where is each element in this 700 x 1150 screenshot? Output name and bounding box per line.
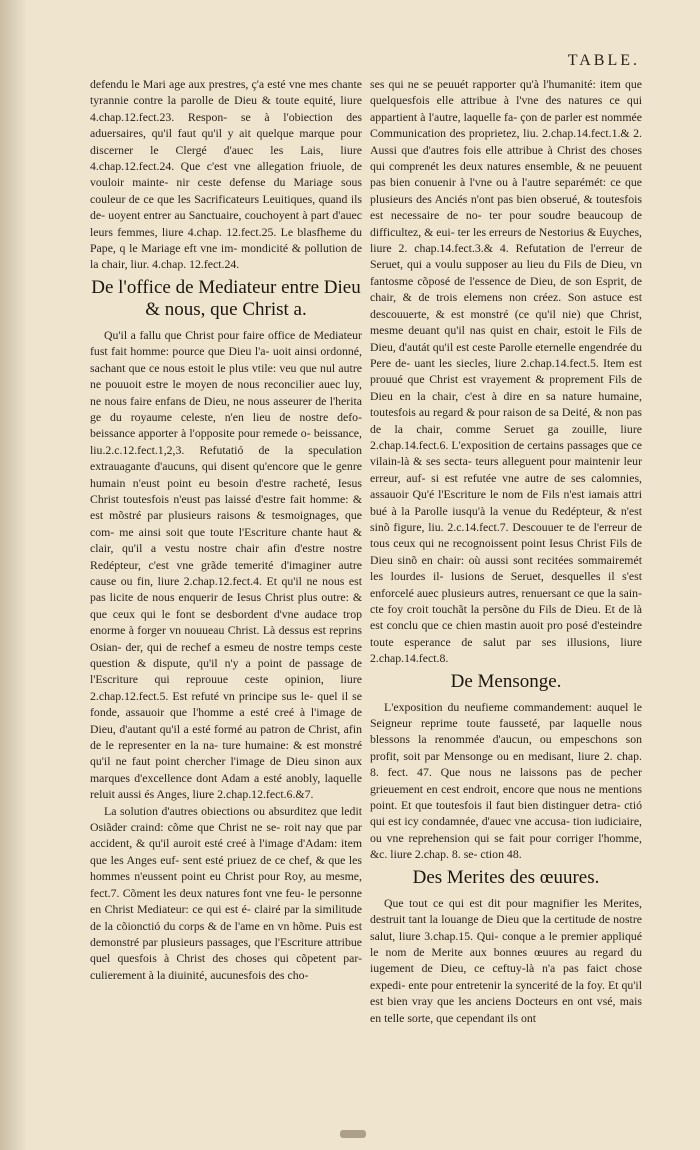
- right-paragraph-2: L'exposition du neufieme commandement: auquel le Seigneur reprime toute fausseté, par laquelle nous blessons la renommée d'aucun, ou empeschons son profit, soit par Mensonge ou en medisant, liure 2. chap. 8. fect. 47. Que nous ne laissons pas de pecher grieuement en cest endroit, encore que nous ne mentions point. Et que toutesfois il faut bien distinguer detra- ctió qui est icy condamnée, d'auec vne accusa- tion iudiciaire, ou vne reprehension qui se fait pour corriger l'homme, &c. liure 2.chap. 8. se- ction 48.: [370, 699, 642, 862]
- page-fold-shadow: [0, 0, 28, 1150]
- printer-ornament-mark: [340, 1130, 366, 1138]
- running-title: TABLE.: [567, 52, 640, 69]
- left-column: [90, 76, 362, 983]
- left-paragraph-1: defendu le Mari age aux prestres, ç'a esté vne mes chante tyrannie contre la parolle de Dieu & toute equité, liure 4.chap.12.fect.23. Respon- se à l'obiection des aduersaires, qu'il faut qu'il y ait quelque marque pour discerner le Clergé d'auec les Lais, liure 4.chap.12.fect.24. Que c'est vne allegation friuole, de vouloir mainte- nir ceste defense du Mariage sous couleur de ce que les Sacrificateurs Leuitiques, quand ils de- uoyent entrer au Sanctuaire, couchoyent à part d'auec leurs femmes, liure 4.chap. 12.fect.25. Le blasfheme du Pape, q le Mariage eft vne im- mondicité & pollution de la chair, liur. 4.chap. 12.fect.24.: [90, 77, 362, 272]
- left-paragraph-3: La solution d'autres obiections ou absurditez que ledit Osiãder craind: cõme que Christ ne se- roit nay que par accident, & qu'il auroit esté creé à l'image d'Adam: item que les Anges euf- sent esté priuez de ce chef, & que les hommes n'eussent point eu Christ pour Roy, au mesme, fect.7. Cõment les deux natures font vne feu- le personne en Christ Mediateur: ce qui est é- clairé par la similitude de la cõionctió du corps & de l'ame en vn hõme. Puis est demonstré par plusieurs passages, que l'Escriture attribue quel quesfois à Christ des choses qui cõpetent par- culierement à la diuinité, aucunesfois des cho-: [90, 803, 362, 982]
- section-heading-mediateur: De l'office de Mediateur entre Dieu & nous, que Christ a.: [91, 276, 361, 320]
- section-heading-merites: Des Merites des œuures.: [412, 866, 600, 888]
- right-paragraph-1: ses qui ne se peuuét rapporter qu'à l'humanité: item que quelquesfois elle attribue à l'vne des natures ce qui appartient à l'autre, laquelle fa- çon de parler est nommée Communication des proprietez, liu. 2.chap.14.fect.1.& 2. Aussi que d'autres fois elle attribue à Christ des choses qui comprenét les deux natures ensemble, & ne peuuent pas bien conuenir à l'vne ou à l'autre separémét: ce que plusieurs des Anciés n'ont pas bien obserué, & toutesfois est necessaire de no- ter pour soudre beaucoup de difficultez, & eui- ter les erreurs de Nestorius & Euyches, liure 2. chap.14.fect.3.& 4. Refutation de l'erreur de Seruet, qui a voulu supposer au lieu du Fils de Dieu, vn fantosme cõposé de l'essence de Dieu, de son Esprit, de chair, & de trois elemens non créez. Son astuce est descouuerte, & est monstré (ce qu'il nie) que Christ, mesme deuant qu'il nas quist en chair, estoit le Fils de Dieu, d'autát qu'il est ceste Parolle eternelle engendrée du Pere de- uant les siecles, liure 2.chap.14.fect.5. Item est prouué que Christ est vrayement & proprement Fils de Dieu en la chair, c'est à dire en sa nature humaine, toutesfois au regard & pour raison de sa Deité, & non pas de la chair, comme Seruet ga zouille, liure 2.chap.14.fect.6. L'exposition de certains passages que ce vilain-là & ses secta- teurs alleguent pour maintenir leur erreur, auf- si est refutée vne autre de ses calomnies, assauoir Qu'é l'Escriture le nom de Fils n'est iamais attri bué à la Parolle iusqu'à la venue du Redépteur, & n'est sinõ figure, liu. 2.c.14.fect.7. Descouuer te de l'erreur de tous ceux qui ne recognoissent point Iesus Christ Fils de Dieu sinõ en chair: où aussi sont recitées sommairemét les lourdes il- lusions de Seruet, desquelles il s'est enforcelé auec plusieurs autres, renuersant ce que la sain- cte foy croit touchãt la persõne du Fils de Dieu. Et de là est conclu que ce chien mastin auoit pro posé d'esteindre toute esperance de salut par ses illusions, liure 2.chap.14.fect.8.: [370, 77, 643, 666]
- right-paragraph-3: Que tout ce qui est dit pour magnifier les Merites, destruit tant la louange de Dieu que la certitude de nostre salut, liure 3.chap.15. Qui- conque a le premier appliqué le nom de Merite aux bonnes œuures au regard du iugement de Dieu, ce ceftuy-là n'a pas faict chose expedi- ente pour entretenir la syncerité de la foy. Et qu'il est bien vray que les anciens Docteurs en ont vsé, mais en telle sorte, que cependant ils ont: [370, 895, 642, 1025]
- section-heading-mensonge: De Mensonge.: [450, 670, 562, 692]
- right-column: [370, 76, 642, 1026]
- left-paragraph-2: Qu'il a fallu que Christ pour faire office de Mediateur fust fait homme: pource que Dieu l'a- uoit ainsi ordonné, sachant que ce nous estoit le plus vtile: veu que nul autre ne pouuoit estre le moyen de nous reconcilier auec luy, ne nous faire enfans de Dieu, ne nous asseurer de l'herita ge du royaume celeste, n'en lieu de nostre defo- beissance apporter à l'opposite pour remede o- beissance, liu.2.c.12.fect.1,2,3. Refutatió de la speculation extrauagante d'aucuns, qui disent qu'encore que le genre humain n'eust point eu besoin d'estre racheté, Iesus Christ toutesfois n'eust pas laissé d'estre fait homme: & est mõstré par plusieurs raisons & tesmoignages, que com- me ainsi soit que toute l'Escriture chante haut & clair, qu'il a vestu nostre chair afin d'estre nostre Redépteur, c'est vne grãde temerité d'imaginer autre cause ou fin, liure 2.chap.12.fect.4. Et qu'il ne nous est pas licite de nous enquerir de Iesus Christ plus outre: & que ceux qui le font se desbordent d'vne audace trop enorme à forger vn nouueau Christ. Là dessus est reprins Osian- der, qui de rechef a esmeu de nostre temps ceste question & dispute, qu'il n'y a point de passage de l'Escriture qui reprouue ceste opinion, liure 2.chap.12.fect.5. Est refuté vn principe sus le- quel il se fonde, assauoir que l'homme a esté creé à l'image de Dieu, d'autant qu'il a esté formé au patron de Christ, afin de le representer en la na- ture humaine: & est monstré qu'il ne faut point chercher l'image de Dieu sinon aux marques d'excellence dont Adam a esté anobly, laquelle reluit aussi és Anges, liure 2.chap.12.fect.6.&7.: [90, 327, 362, 802]
